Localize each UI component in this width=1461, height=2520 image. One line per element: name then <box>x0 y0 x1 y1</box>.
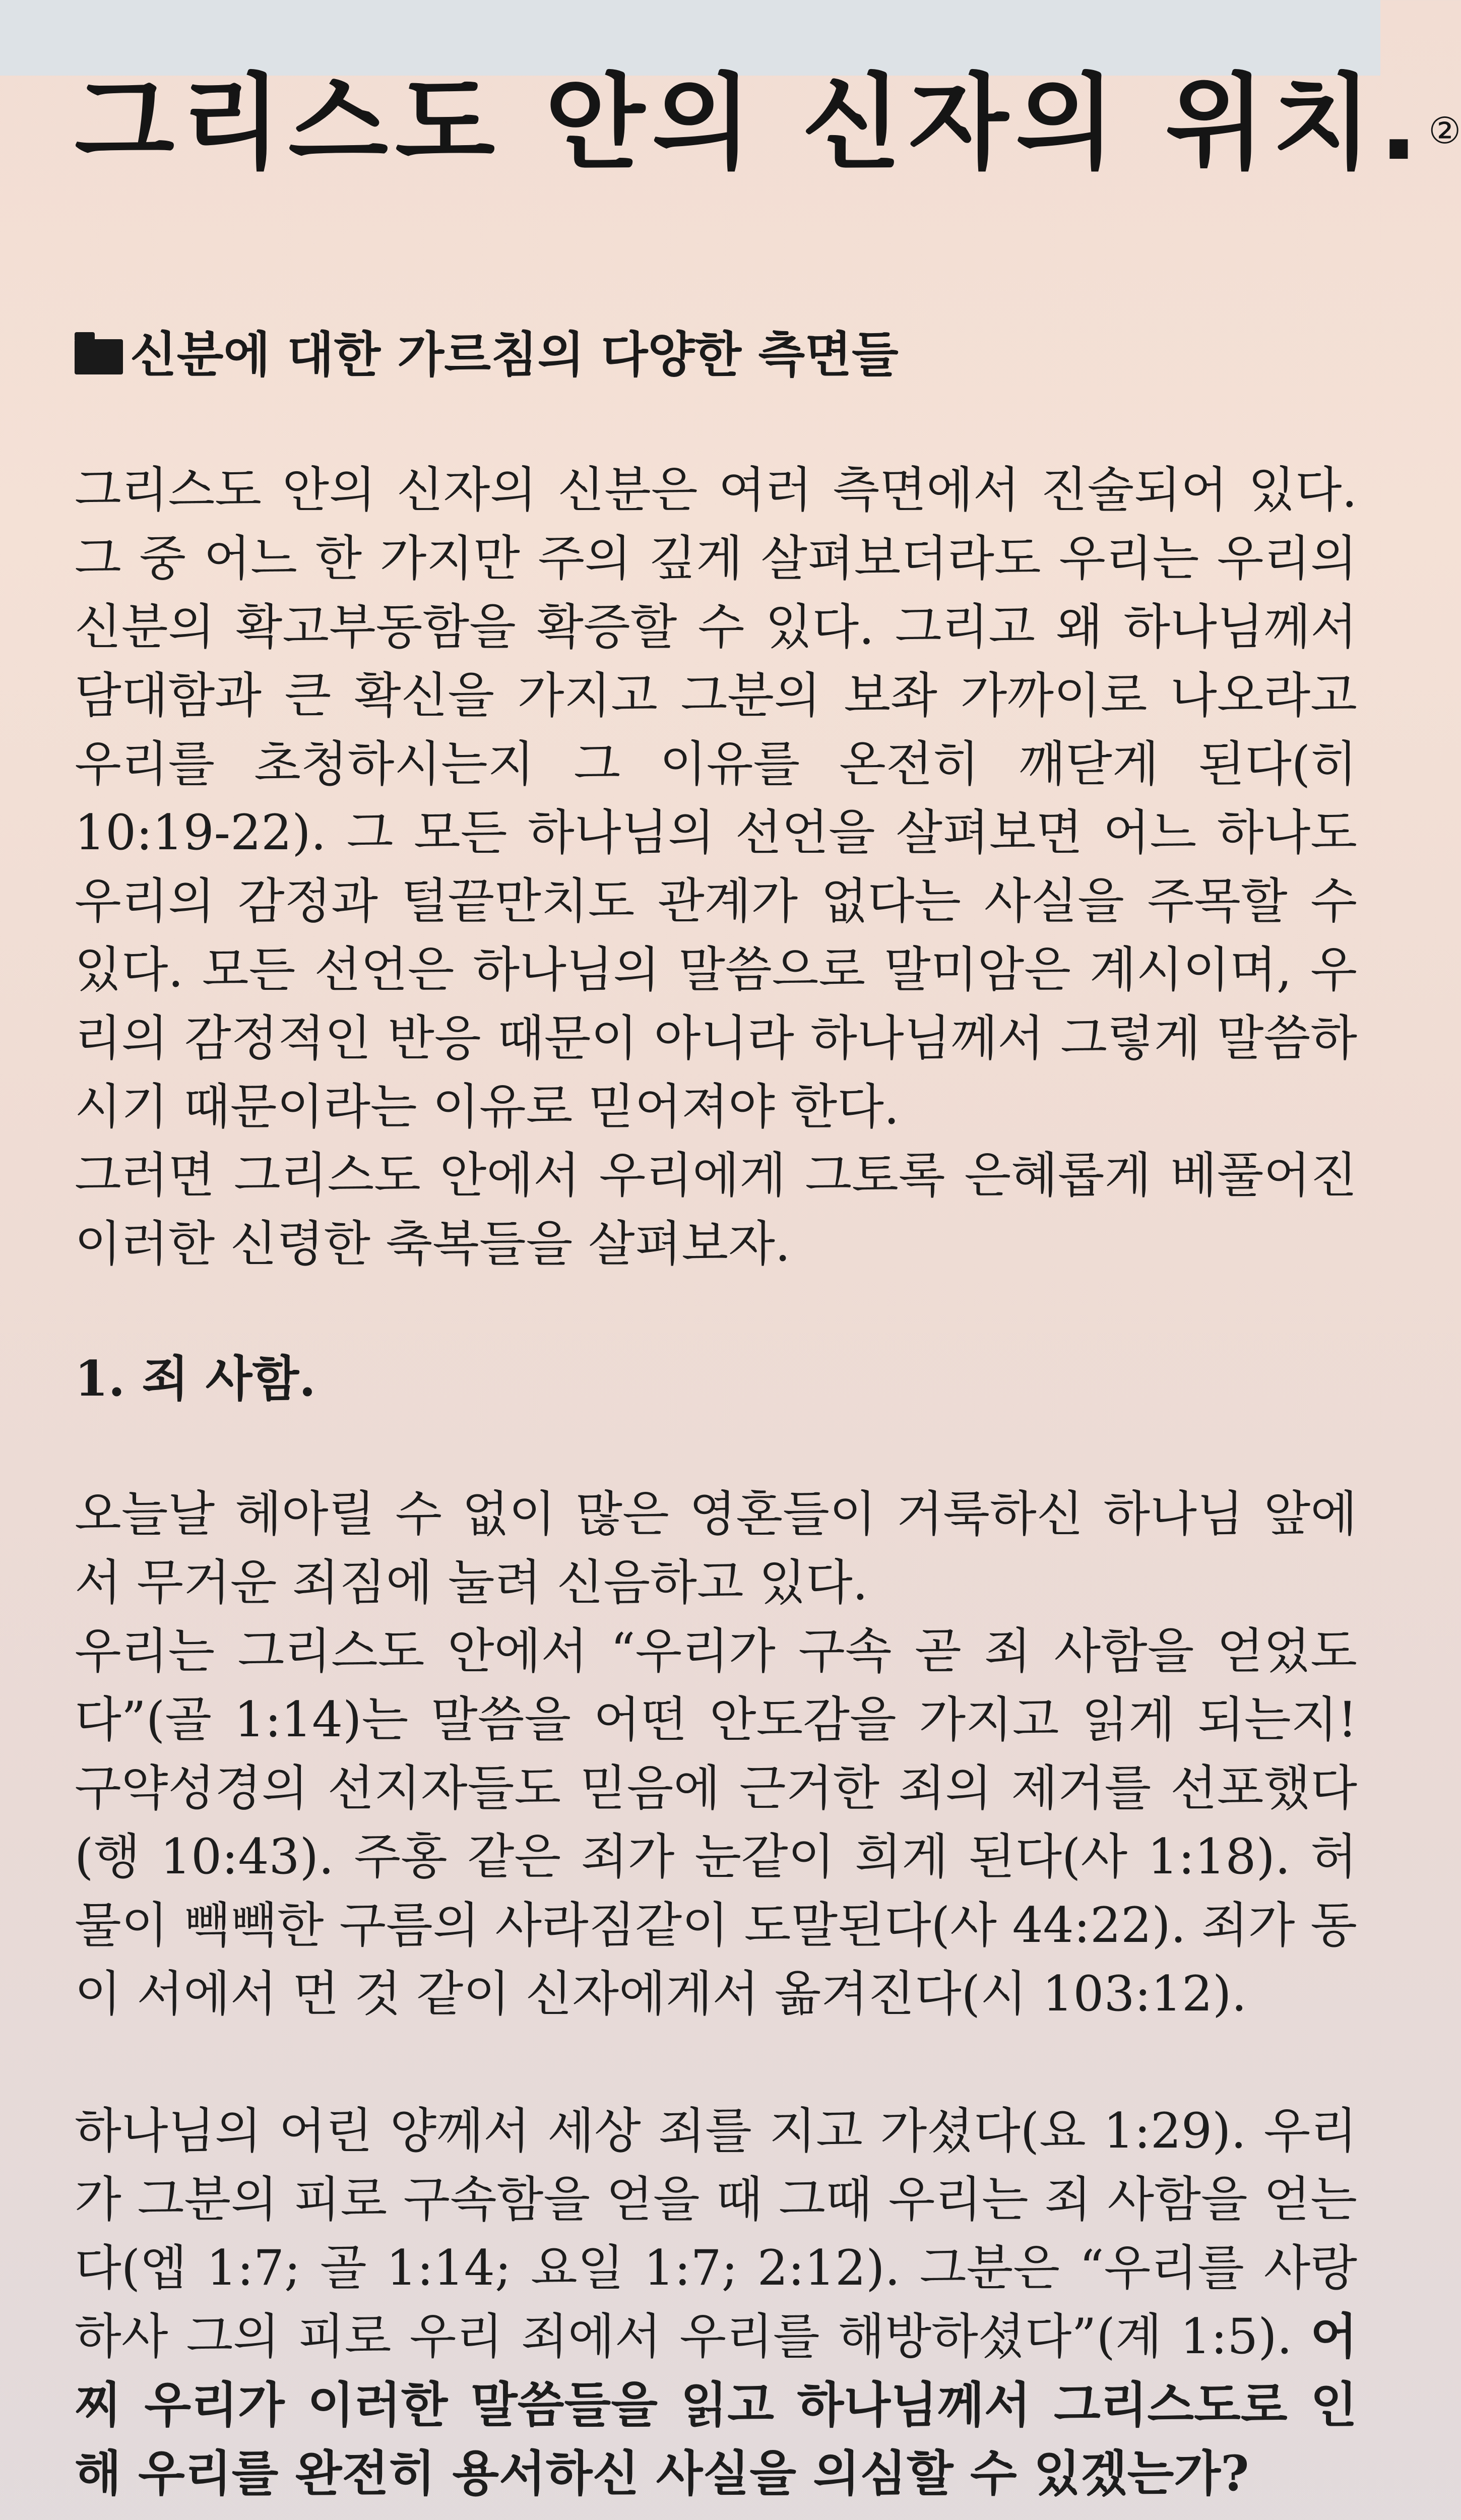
point-1-emphasis: 어찌 우리가 이러한 말씀들을 읽고 하나님께서 그리스도로 인해 우리를 완전히 용서하신 사실을 의심할 수 있겠는가? <box>75 2307 1357 2502</box>
section-heading <box>75 320 1357 390</box>
title-text: 그리스도 안의 신자의 위치. <box>75 64 1426 183</box>
article <box>75 60 1461 2508</box>
folder-icon <box>75 339 123 374</box>
point-1-paragraph-3-text: 하나님의 어린 양께서 세상 죄를 지고 가셨다(요 1:29). 우리가 그분의 피로 구속함을 얻을 때 그때 우리는 죄 사함을 얻는다(엡 1:7; 골 1:14; 요일 1:7; 2:12). 그분은 “우리를 사랑하사 그의 피로 우리 죄에서 우리를 해방하셨다”(계 1:5). <box>75 2102 1357 2365</box>
point-1-paragraph-2: 우리는 그리스도 안에서 “우리가 구속 곧 죄 사함을 얻었도다”(골 1:14)는 말씀을 어떤 안도감을 가지고 읽게 되는지! 구약성경의 선지자들도 믿음에 근거한 죄의 제거를 선포했다(행 10:43). 주홍 같은 죄가 눈같이 희게 된다(사 1:18). 허물이 빽빽한 구름의 사라짐같이 도말된다(사 44:22). 죄가 동이 서에서 먼 것 같이 신자에게서 옮겨진다(시 103:12). <box>75 1622 1357 2022</box>
title-number: ② <box>1428 109 1461 152</box>
section-heading-text: 신분에 대한 가르침의 다양한 측면들 <box>130 326 899 383</box>
intro-paragraph-2: 그러면 그리스도 안에서 우리에게 그토록 은혜롭게 베풀어진 이러한 신령한 축복들을 살펴보자. <box>75 1147 1357 1272</box>
point-1-paragraph-1: 오늘날 헤아릴 수 없이 많은 영혼들이 거룩하신 하나님 앞에서 무거운 죄짐에 눌려 신음하고 있다. <box>75 1485 1357 1611</box>
intro-paragraph-1: 그리스도 안의 신자의 신분은 여러 측면에서 진술되어 있다. 그 중 어느 한 가지만 주의 깊게 살펴보더라도 우리는 우리의 신분의 확고부동함을 확증할 수 있다. 그리고 왜 하나님께서 담대함과 큰 확신을 가지고 그분의 보좌 가까이로 나오라고 우리를 초청하시는지 그 이유를 온전히 깨닫게 된다(히 10:19-22). 그 모든 하나님의 선언을 살펴보면 어느 하나도 우리의 감정과 털끝만치도 관계가 없다는 사실을 주목할 수 있다. 모든 선언은 하나님의 말씀으로 말미암은 계시이며, 우리의 감정적인 반응 때문이 아니라 하나님께서 그렇게 말씀하시기 때문이라는 이유로 믿어져야 한다. <box>75 461 1357 1135</box>
point-1-heading: 1. 죄 사함. <box>75 1350 316 1407</box>
page-title <box>75 60 1461 194</box>
point-1-paragraph-3 <box>75 2097 1357 2508</box>
